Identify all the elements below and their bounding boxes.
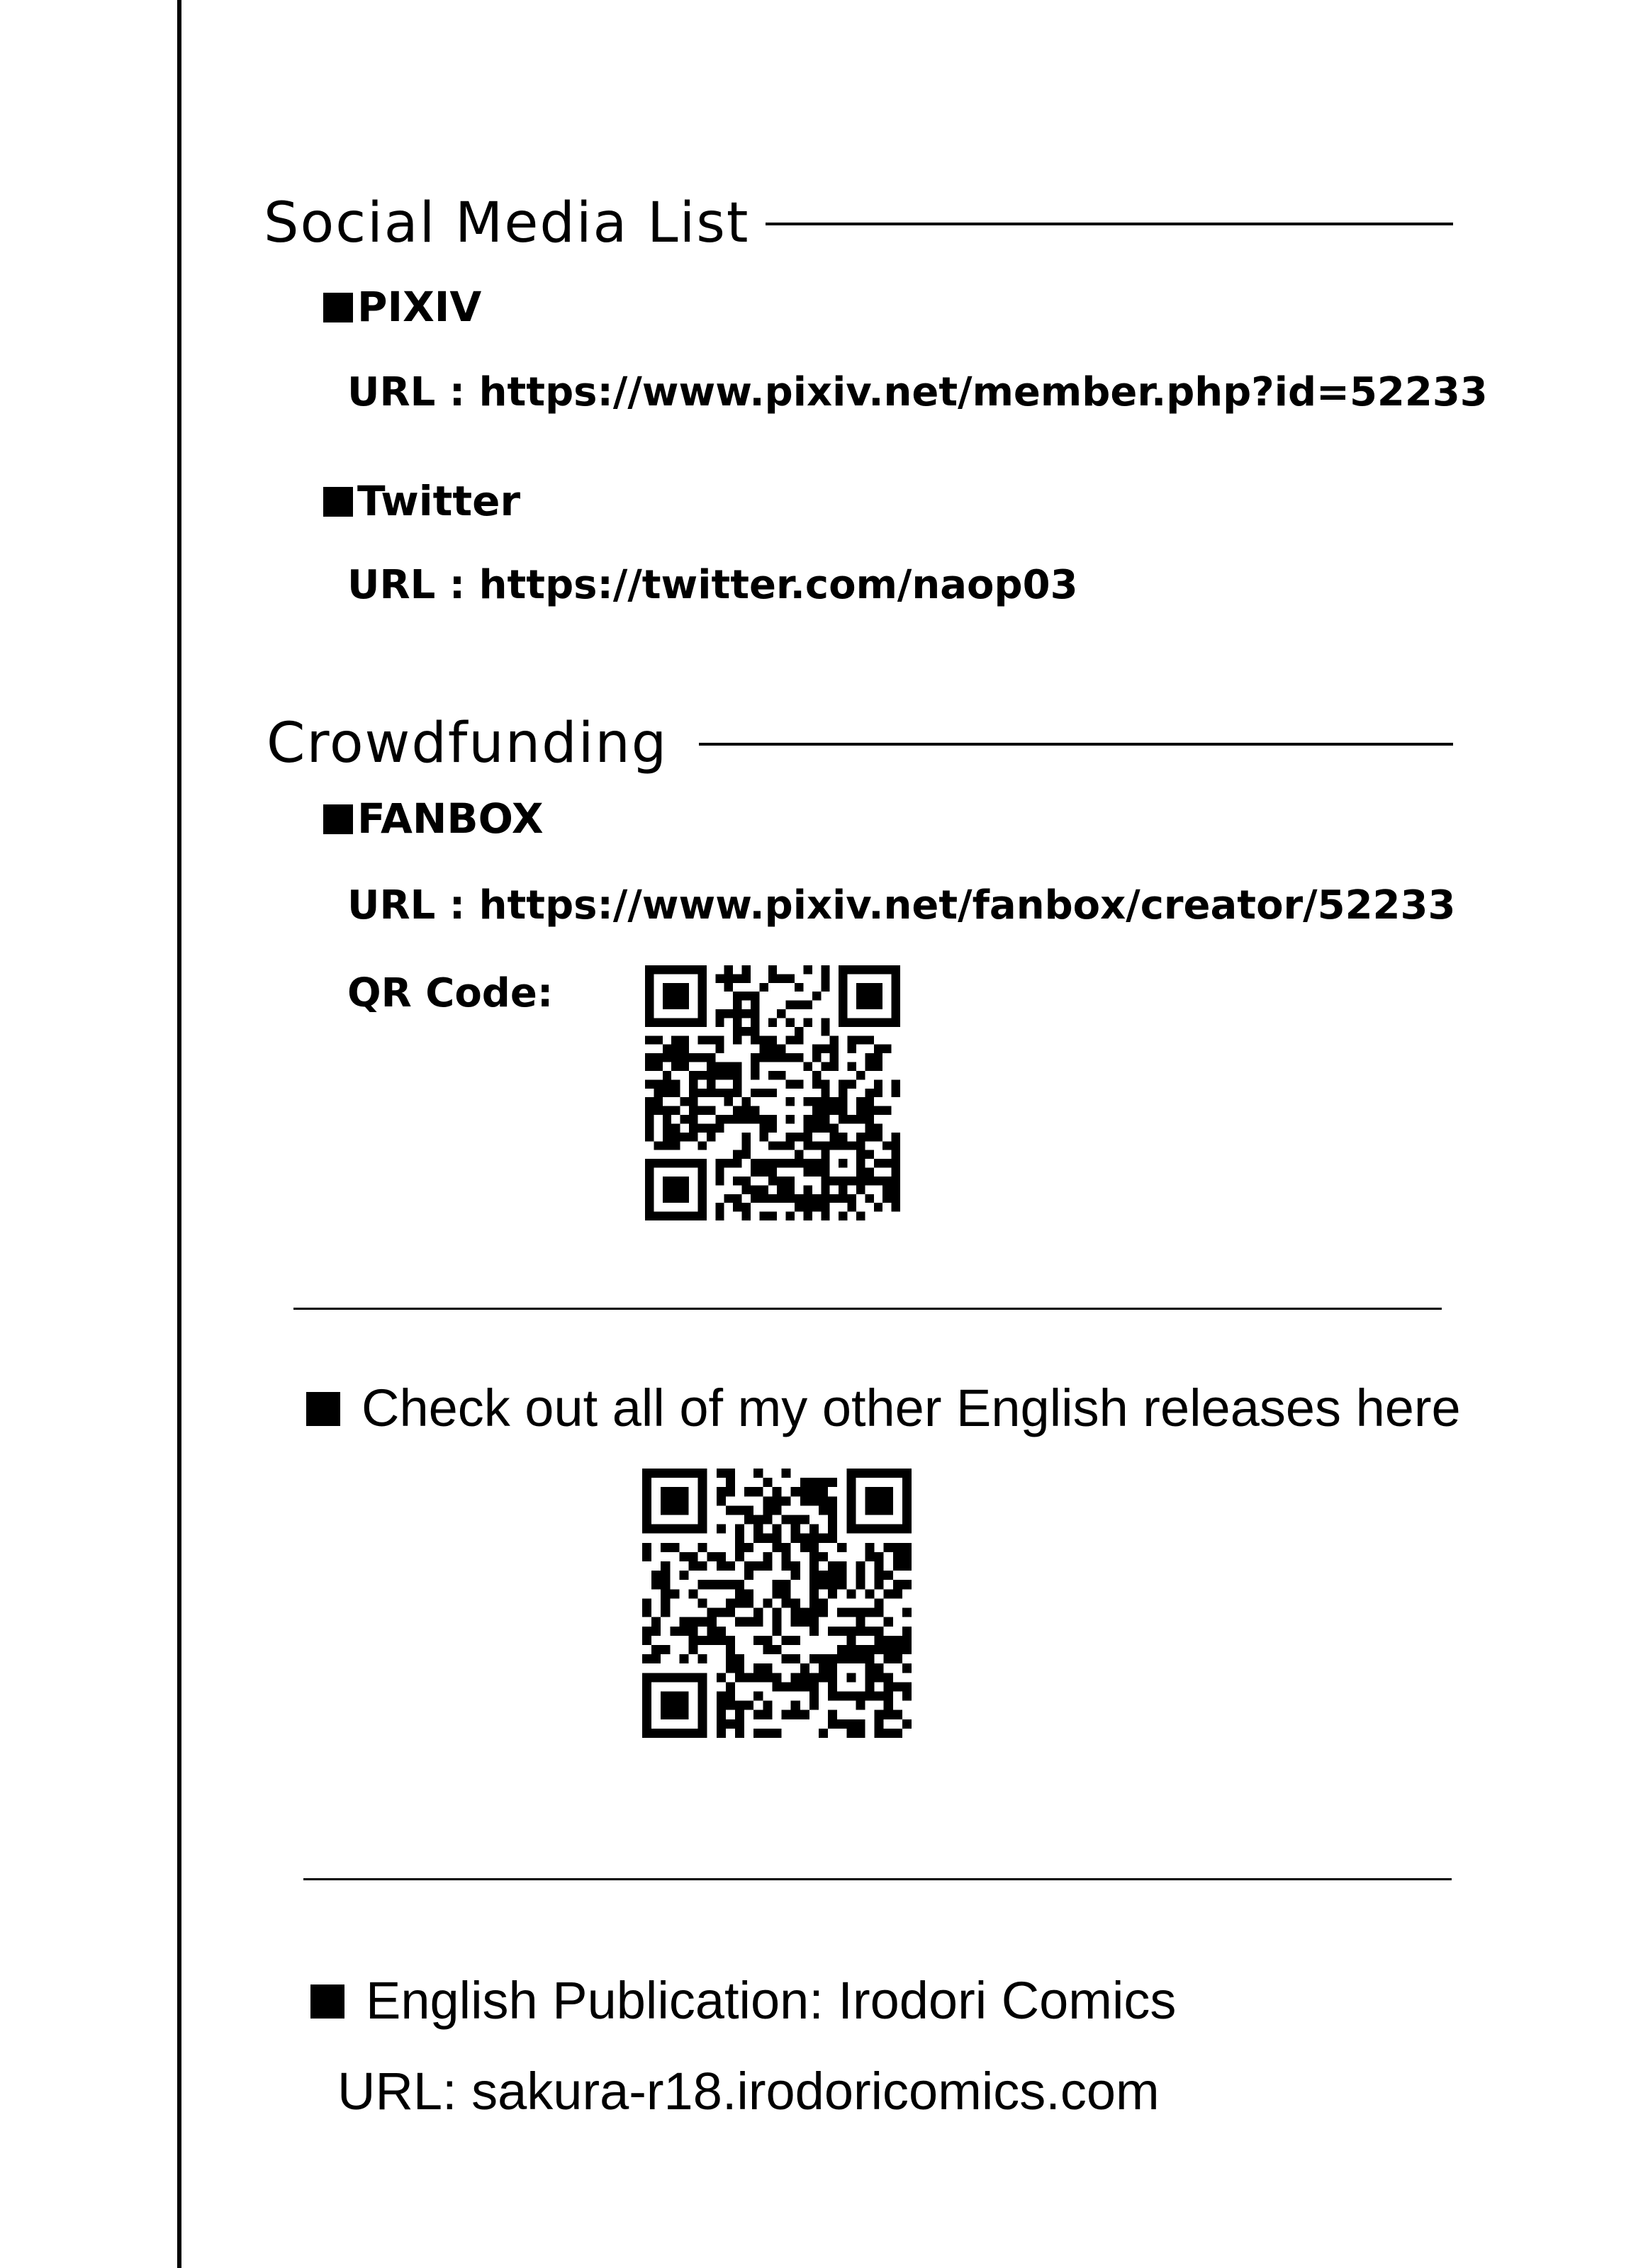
releases-qr-code[interactable] [642,1469,912,1738]
crowdfunding-heading: Crowdfunding [267,712,668,775]
publication-text: English Publication: Irodori Comics [366,1971,1177,2030]
releases-row [306,1379,1461,1437]
fanbox-title: FANBOX [357,795,544,843]
releases-text: Check out all of my other English releases here [361,1379,1461,1437]
qr-code-icon [642,1469,912,1738]
twitter-url[interactable]: URL : https://twitter.com/naop03 [347,562,1078,608]
twitter-title-row [323,477,521,525]
fanbox-url[interactable]: URL : https://www.pixiv.net/fanbox/creator/52233 [347,882,1456,928]
social-heading-rule [766,223,1453,225]
crowdfunding-heading-rule [699,743,1453,746]
fanbox-title-row [323,795,544,843]
square-bullet-icon [306,1392,340,1426]
binding-line [177,0,181,2268]
publication-url[interactable]: URL: sakura-r18.irodoricomics.com [337,2062,1160,2121]
square-bullet-icon [323,487,353,517]
divider-1 [293,1308,1442,1310]
fanbox-qr-code[interactable] [645,965,900,1220]
divider-2 [303,1878,1452,1880]
qr-code-label: QR Code: [347,970,554,1016]
pixiv-title-row [323,283,482,331]
pixiv-title: PIXIV [357,283,482,331]
social-media-heading: Social Media List [264,191,750,255]
publication-row [310,1971,1177,2030]
pixiv-url[interactable]: URL : https://www.pixiv.net/member.php?id=52233 [347,369,1488,415]
square-bullet-icon [323,293,353,322]
square-bullet-icon [310,1984,344,2019]
square-bullet-icon [323,804,353,834]
qr-code-icon [645,965,900,1220]
twitter-title: Twitter [357,477,521,525]
